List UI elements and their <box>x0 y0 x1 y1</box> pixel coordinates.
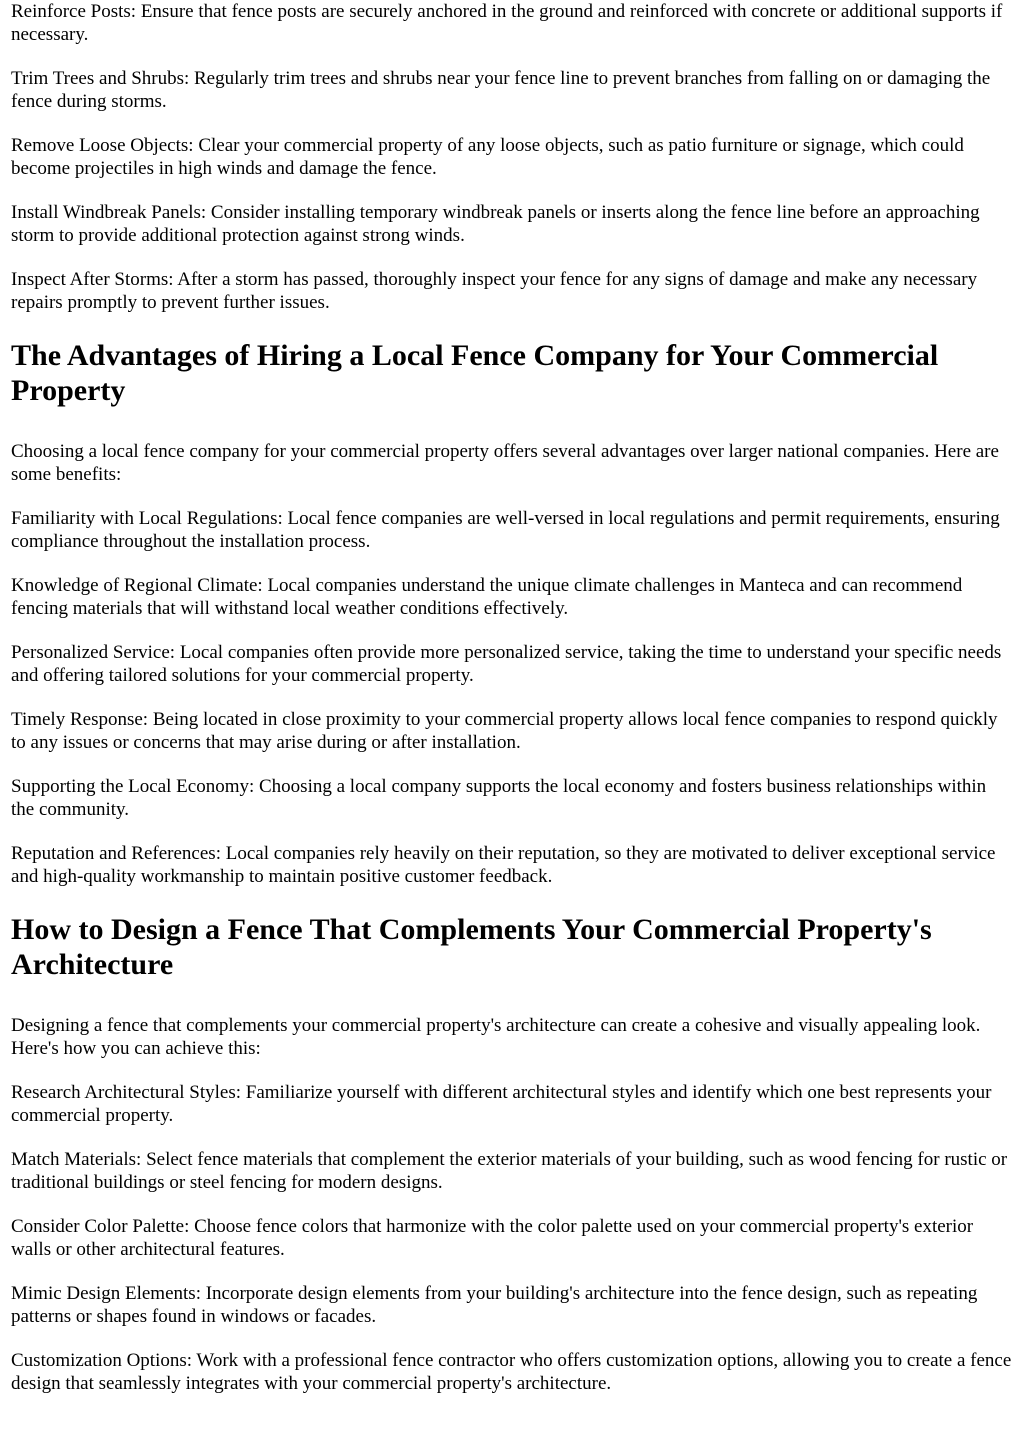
paragraph-inspect-after-storms: Inspect After Storms: After a storm has passed, thoroughly inspect your fence for any signs of damage and make any necessary repairs promptly to prevent further issues. <box>11 269 978 313</box>
paragraph-local-regulations: Familiarity with Local Regulations: Local fence companies are well-versed in local regulations and permit requirements, ensuring compliance throughout the installation process. <box>11 508 1000 552</box>
paragraph-local-intro: Choosing a local fence company for your commercial property offers several advantages over larger national companies. Here are some benefits: <box>11 441 999 485</box>
paragraph-personalized-service: Personalized Service: Local companies often provide more personalized service, taking the time to understand your specific needs and offering tailored solutions for your commercial property. <box>11 642 1002 686</box>
heading-design-fence: How to Design a Fence That Complements Your Commercial Property's Architecture <box>11 913 932 981</box>
paragraph-customization-options: Customization Options: Work with a professional fence contractor who offers customization options, allowing you to create a fence design that seamlessly integrates with your commercial property's architecture. <box>11 1350 1012 1394</box>
paragraph-trim-trees: Trim Trees and Shrubs: Regularly trim trees and shrubs near your fence line to prevent branches from falling on or damaging the fence during storms. <box>11 68 991 112</box>
paragraph-design-intro: Designing a fence that complements your commercial property's architecture can create a cohesive and visually appealing look. Here's how you can achieve this: <box>11 1015 981 1059</box>
paragraph-match-materials: Match Materials: Select fence materials that complement the exterior materials of your building, such as wood fencing for rustic or traditional buildings or steel fencing for modern designs. <box>11 1149 1008 1193</box>
paragraph-design-elements: Mimic Design Elements: Incorporate design elements from your building's architecture into the fence design, such as repeating patterns or shapes found in windows or facades. <box>11 1283 978 1327</box>
paragraph-remove-loose-objects: Remove Loose Objects: Clear your commercial property of any loose objects, such as patio furniture or signage, which could become projectiles in high winds and damage the fence. <box>11 135 964 179</box>
paragraph-timely-response: Timely Response: Being located in close proximity to your commercial property allows local fence companies to respond quickly to any issues or concerns that may arise during or after installation. <box>11 709 998 753</box>
paragraph-local-economy: Supporting the Local Economy: Choosing a local company supports the local economy and fosters business relationships within the community. <box>11 776 987 820</box>
paragraph-architectural-styles: Research Architectural Styles: Familiarize yourself with different architectural styles and identify which one best represents your commercial property. <box>11 1082 992 1126</box>
paragraph-windbreak-panels: Install Windbreak Panels: Consider installing temporary windbreak panels or inserts along the fence line before an approaching storm to provide additional protection against strong winds. <box>11 202 980 246</box>
heading-local-fence-company: The Advantages of Hiring a Local Fence Company for Your Commercial Property <box>11 339 939 407</box>
paragraph-regional-climate: Knowledge of Regional Climate: Local companies understand the unique climate challenges in Manteca and can recommend fencing materials that will withstand local weather conditions effectively. <box>11 575 963 619</box>
paragraph-color-palette: Consider Color Palette: Choose fence colors that harmonize with the color palette used on your commercial property's exterior walls or other architectural features. <box>11 1216 974 1260</box>
paragraph-reinforce-posts: Reinforce Posts: Ensure that fence posts are securely anchored in the ground and reinforced with concrete or additional supports if necessary. <box>11 1 1003 45</box>
paragraph-reputation: Reputation and References: Local companies rely heavily on their reputation, so they are motivated to deliver exceptional service and high-quality workmanship to maintain positive customer feedback. <box>11 843 996 887</box>
